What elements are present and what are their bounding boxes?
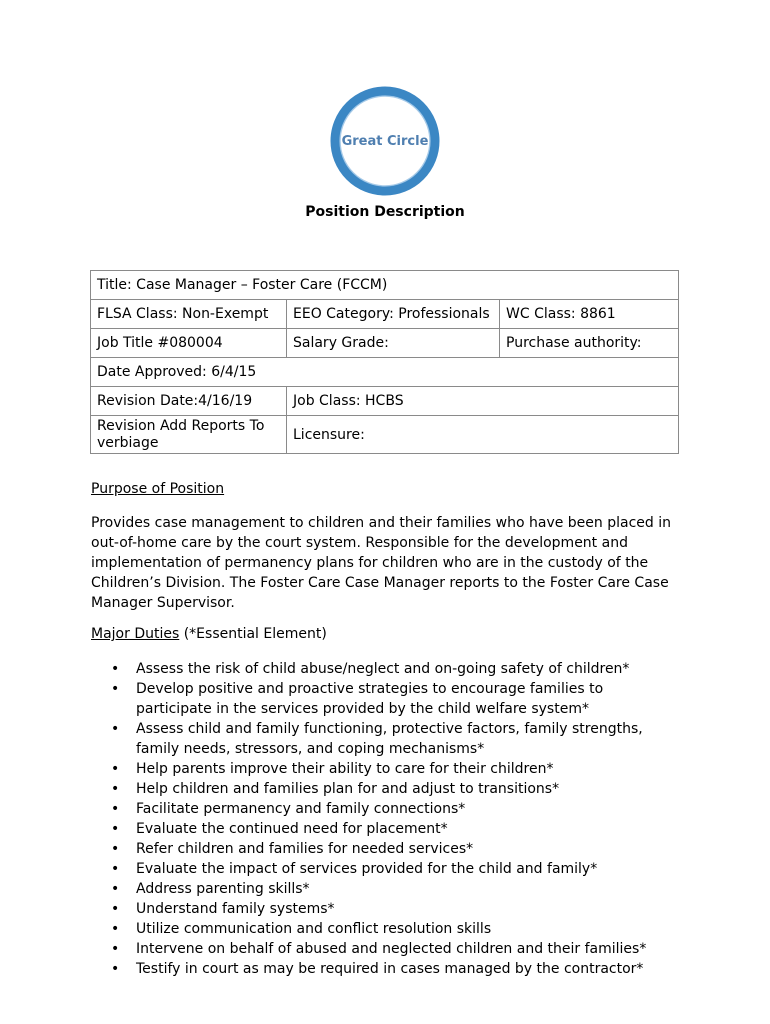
salary-grade-cell: Salary Grade: [287,329,500,358]
job-class-cell: Job Class: HCBS [287,387,500,416]
duties-heading-text: Major Duties [91,626,180,642]
flsa-class-cell: FLSA Class: Non-Exempt [91,300,287,329]
bullet-icon: • [111,761,120,777]
bullet-icon: • [111,841,120,857]
duty-text: Utilize communication and conflict resolution skills [136,921,492,937]
bullet-icon: • [111,681,120,697]
bullet-icon: • [111,881,120,897]
list-item [91,839,671,859]
list-item [91,659,671,679]
purpose-heading-text: Purpose of Position [91,481,225,497]
duty-text: Help parents improve their ability to care for their children* [136,761,554,777]
duty-text: Assess child and family functioning, protective factors, family strengths, family needs, stressors, and coping mechanisms* [136,721,643,757]
bullet-icon: • [111,921,120,937]
duty-text: Evaluate the continued need for placement* [136,821,448,837]
empty-cell [500,387,679,416]
list-item [91,959,671,979]
list-item [91,879,671,899]
revision-note-cell: Revision Add Reports To verbiage [91,416,287,454]
bullet-icon: • [111,961,120,977]
duties-heading [91,626,327,642]
list-item [91,799,671,819]
bullet-icon: • [111,801,120,817]
date-approved-cell: Date Approved: 6/4/15 [91,358,679,387]
duties-heading-note: (*Essential Element) [179,626,327,642]
bullet-icon: • [111,661,120,677]
list-item [91,919,671,939]
position-title-cell: Title: Case Manager – Foster Care (FCCM) [91,271,679,300]
revision-date-cell: Revision Date:4/16/19 [91,387,287,416]
duty-text: Develop positive and proactive strategies to encourage families to participate in the services provided by the child welfare system* [136,681,604,717]
list-item [91,819,671,839]
bullet-icon: • [111,901,120,917]
great-circle-logo [328,84,442,198]
bullet-icon: • [111,781,120,797]
duty-text: Evaluate the impact of services provided for the child and family* [136,861,598,877]
duty-text: Help children and families plan for and adjust to transitions* [136,781,560,797]
logo-text: Great Circle [341,134,429,149]
list-item [91,719,671,759]
bullet-icon: • [111,821,120,837]
purchase-authority-cell: Purchase authority: [500,329,679,358]
list-item [91,779,671,799]
empty-cell [500,416,679,454]
duty-text: Understand family systems* [136,901,335,917]
duty-text: Facilitate permanency and family connections* [136,801,466,817]
duty-text: Testify in court as may be required in cases managed by the contractor* [136,961,644,977]
duty-text: Intervene on behalf of abused and neglected children and their families* [136,941,647,957]
duty-text: Assess the risk of child abuse/neglect and on-going safety of children* [136,661,630,677]
bullet-icon: • [111,941,120,957]
duties-list [91,659,671,979]
duty-text: Address parenting skills* [136,881,310,897]
document-title: Position Description [305,204,465,220]
licensure-cell: Licensure: [287,416,500,454]
list-item [91,759,671,779]
list-item [91,939,671,959]
wc-class-cell: WC Class: 8861 [500,300,679,329]
bullet-icon: • [111,861,120,877]
position-info-table [90,270,679,454]
duty-text: Refer children and families for needed services* [136,841,474,857]
job-title-cell: Job Title #080004 [91,329,287,358]
purpose-heading [91,481,224,497]
list-item [91,899,671,919]
eeo-category-cell: EEO Category: Professionals [287,300,500,329]
list-item [91,859,671,879]
bullet-icon: • [111,721,120,737]
purpose-paragraph: Provides case management to children and their families who have been placed in out-of-home care by the court system. Responsible for the development and implementation of permanency plans for children who are in the custody of the Children’s Division. The Foster Care Case Manager reports to the Foster Care Case Manager Supervisor. [91,515,671,611]
list-item [91,679,671,719]
